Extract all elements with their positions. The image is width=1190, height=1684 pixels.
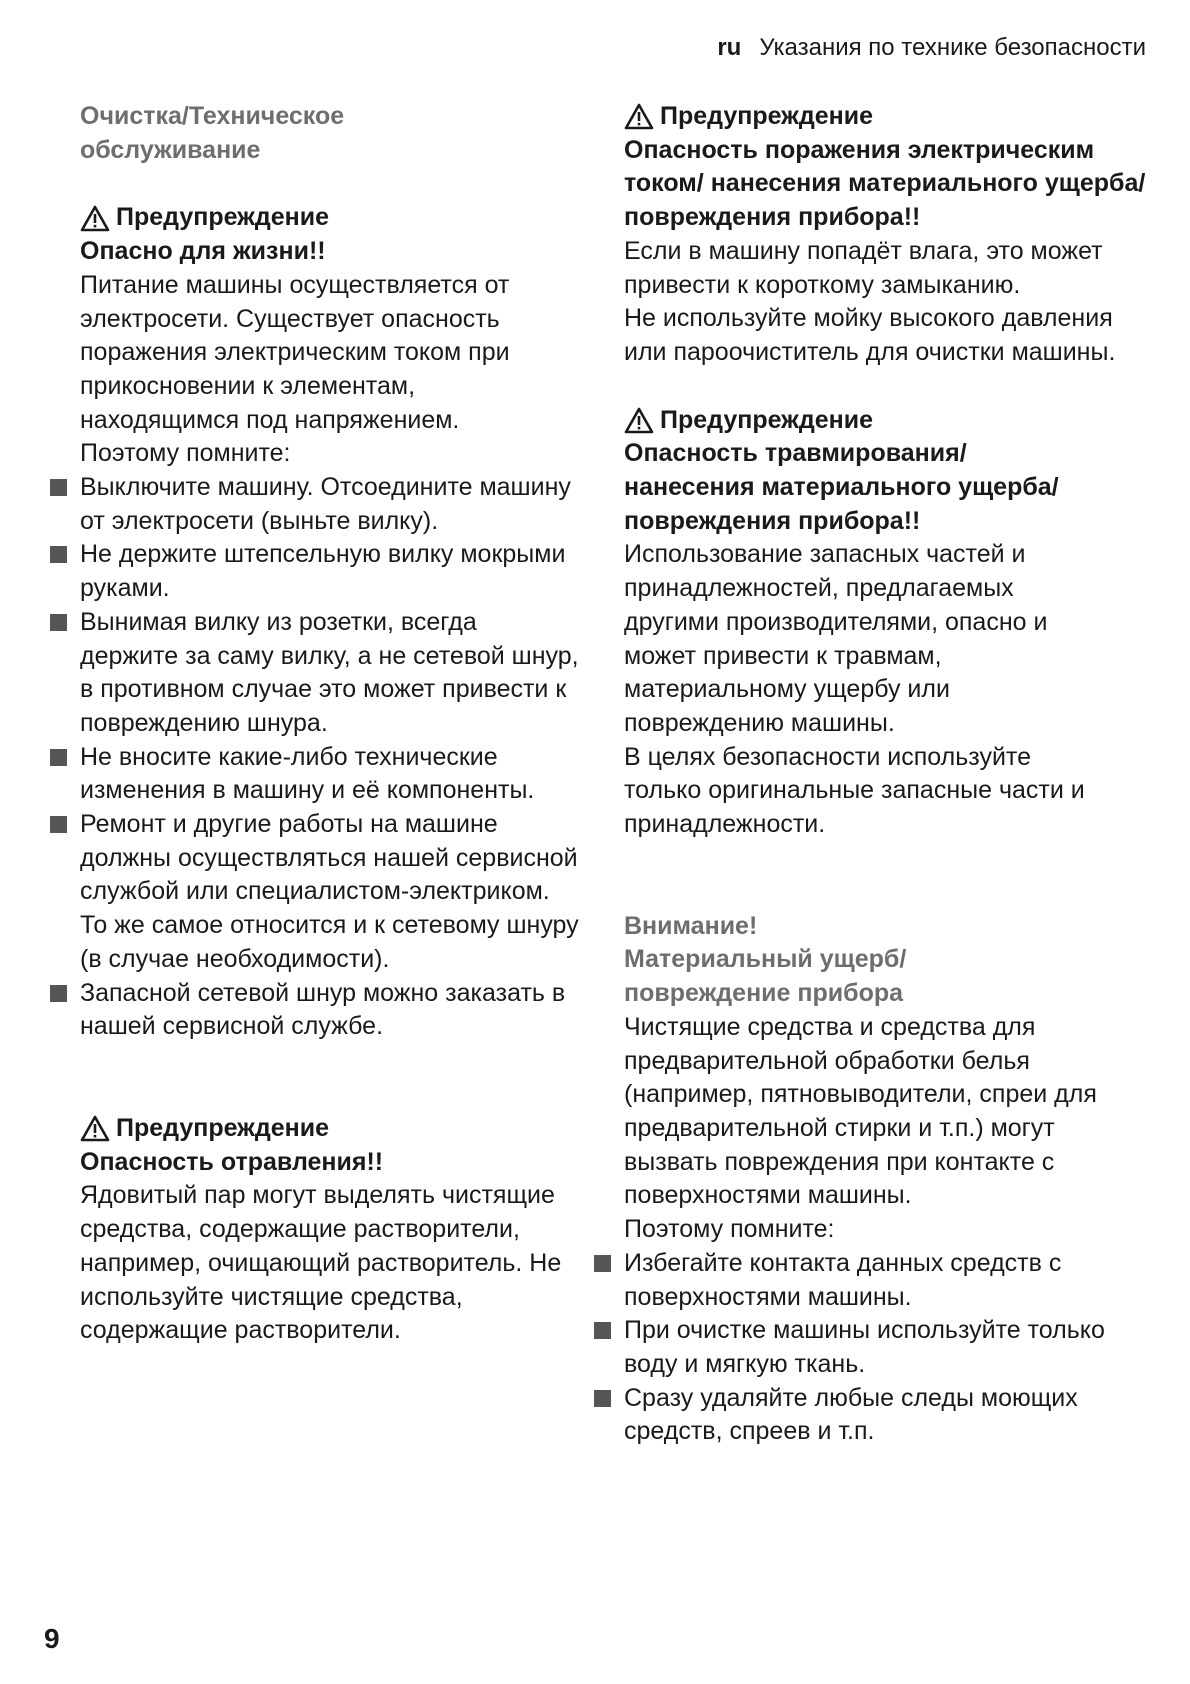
spacer: [624, 842, 1154, 910]
bullet-square-icon: [50, 816, 67, 833]
list-item-text: Запасной сетевой шнур можно заказать в нашей сервисной службе.: [80, 978, 566, 1041]
list-item-text: Сразу удаляйте любые следы моющих средств, спреев и т.п.: [624, 1383, 1078, 1446]
bullet-square-icon: [50, 985, 67, 1002]
bullet-square-icon: [594, 1322, 611, 1339]
caution-label: Внимание!: [624, 911, 758, 940]
warning-label: Предупреждение: [116, 203, 330, 232]
warning-label: Предупреждение: [116, 1113, 330, 1142]
list-item: [624, 1382, 1154, 1449]
caution-text: Чистящие средства и средства для предварительной обработки белья (например, пятновыводители, спреи для предварительной стирки и т.п.) могут вызвать повреждения при контакте с поверхностями машины.: [624, 1012, 1097, 1210]
warning-triangle-icon: [624, 103, 654, 130]
spacer: [80, 1044, 580, 1112]
list-item: [80, 977, 580, 1044]
list-item: [80, 538, 580, 605]
spacer: [80, 167, 580, 201]
warning-heading: [80, 201, 580, 235]
list-item: [80, 471, 580, 538]
list-item-text: Выключите машину. Отсоедините машину от электросети (выньте вилку).: [80, 473, 571, 535]
language-code: ru: [717, 34, 742, 61]
spacer: [624, 370, 1154, 404]
warning-label: Предупреждение: [660, 405, 874, 434]
list-item-extra-text: То же самое относится и к сетевому шнуру (в случае необходимости).: [80, 911, 579, 973]
warning-triangle-icon: [80, 1115, 110, 1142]
warning-text: Использование запасных частей и принадлежностей, предлагаемых другими производителями, опасно и может привести к травмам, материальному ущербу или повреждению машины.: [624, 540, 1048, 737]
remember-text: Поэтому помните:: [80, 439, 291, 468]
left-column: [80, 100, 580, 1348]
page-header: [717, 31, 1146, 65]
list-item: [80, 741, 580, 808]
list-item: [80, 808, 580, 977]
list-item: [80, 606, 580, 741]
warning-block-life: [80, 201, 580, 1044]
warning-block-electric: [624, 100, 1154, 370]
warning-heading: [624, 100, 1154, 134]
remember-text: Поэтому помните:: [624, 1215, 835, 1244]
warning-label: Предупреждение: [660, 102, 874, 130]
warning-block-poison: [80, 1112, 580, 1348]
bullet-square-icon: [594, 1255, 611, 1272]
warning-block-injury: [624, 404, 1154, 842]
list-item-text: Не вносите какие-либо технические изменения в машину и её компоненты.: [80, 742, 535, 805]
list-item-text: Не держите штепсельную вилку мокрыми руками.: [80, 540, 566, 603]
list-item-text: Вынимая вилку из розетки, всегда держите за саму вилку, а не сетевой шнур, в противном случае это может привести к повреждению шнура.: [80, 607, 579, 737]
warning-triangle-icon: [624, 407, 654, 434]
bullet-square-icon: [50, 614, 67, 631]
bullet-square-icon: [50, 546, 67, 563]
bullet-square-icon: [50, 749, 67, 766]
right-column: [624, 100, 1154, 1449]
caution-bullet-list: [624, 1247, 1154, 1449]
list-item-text: При очистке машины используйте только воду и мягкую ткань.: [624, 1316, 1105, 1378]
page-number: 9: [44, 1623, 60, 1654]
header-title: Указания по технике безопасности: [759, 34, 1146, 61]
warning-text: Питание машины осуществляется от электросети. Существует опасность поражения электрическим током при прикосновении к элементам, находящимся под напряжением.: [80, 270, 510, 434]
warning-subtitle: Опасность поражения электрическим током/ нанесения материального ущерба/повреждения прибора!!: [624, 135, 1146, 232]
list-item-text: Избегайте контакта данных средств с поверхностями машины.: [624, 1248, 1062, 1311]
list-item: [624, 1314, 1154, 1381]
bullet-square-icon: [50, 479, 67, 496]
safety-bullet-list: [80, 471, 580, 1044]
caution-block: [624, 910, 1154, 1449]
bullet-square-icon: [594, 1390, 611, 1407]
list-item-text: Ремонт и другие работы на машине должны осуществляться нашей сервисной службой или специалистом-электриком.: [80, 810, 578, 906]
warning-heading: [80, 1112, 580, 1146]
warning-text: В целях безопасности используйте только оригинальные запасные части и принадлежности.: [624, 742, 1085, 839]
section-title: Очистка/Техническое обслуживание: [80, 102, 345, 164]
caution-subtitle: Материальный ущерб/ повреждение прибора: [624, 945, 907, 1008]
warning-subtitle: Опасность травмирования/ нанесения материального ущерба/повреждения прибора!!: [624, 439, 1059, 535]
warning-heading: [624, 404, 1154, 438]
warning-subtitle: Опасность отравления!!: [80, 1147, 384, 1176]
warning-text: Если в машину попадёт влага, это может привести к короткому замыканию.: [624, 236, 1103, 299]
warning-triangle-icon: [80, 205, 110, 232]
list-item: [624, 1247, 1154, 1314]
warning-text: Не используйте мойку высокого давления или пароочиститель для очистки машины.: [624, 304, 1116, 366]
warning-text: Ядовитый пар могут выделять чистящие средства, содержащие растворители, например, очищающий растворитель. Не используйте чистящие средства, содержащие растворители.: [80, 1181, 562, 1345]
warning-subtitle: Опасно для жизни!!: [80, 237, 326, 266]
